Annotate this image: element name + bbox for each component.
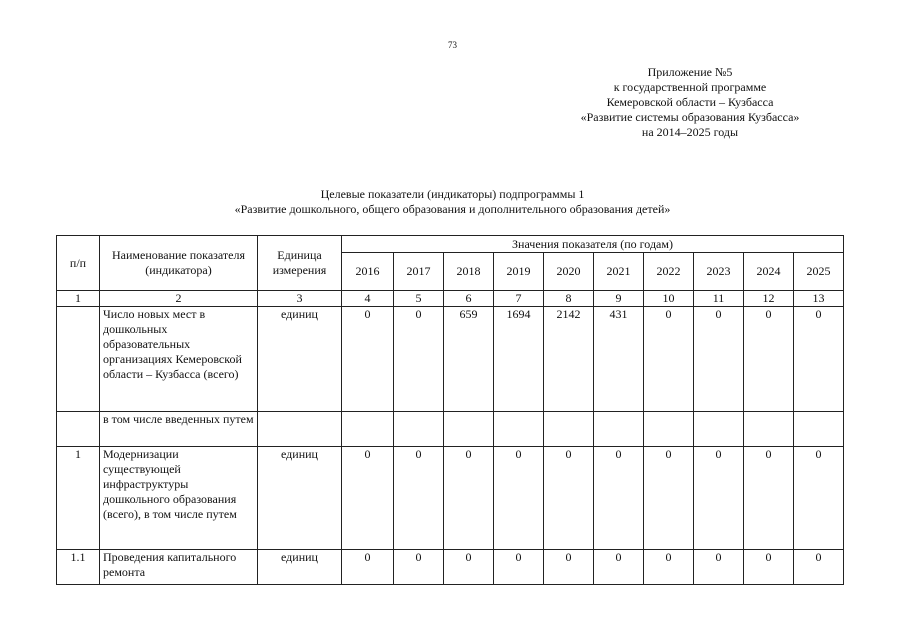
annex-line: «Развитие системы образования Кузбасса» [580,110,800,124]
value-cell: 0 [394,447,444,550]
value-cell: 0 [444,550,494,585]
value-cell: 0 [744,307,794,412]
header-year: 2020 [544,253,594,291]
annex-line: Приложение №5 [647,65,733,79]
header-year: 2018 [444,253,494,291]
value-cell: 0 [744,447,794,550]
header-year: 2017 [394,253,444,291]
column-number: 12 [744,291,794,307]
header-year: 2024 [744,253,794,291]
value-cell [494,412,544,447]
value-cell: 0 [694,447,744,550]
column-number: 13 [794,291,844,307]
indicators-table [56,235,844,585]
table-body [57,291,844,585]
value-cell: 0 [794,550,844,585]
unit-cell: единиц [258,447,342,550]
column-number: 10 [644,291,694,307]
value-cell [544,412,594,447]
value-cell: 0 [444,447,494,550]
value-cell [342,412,394,447]
value-cell [394,412,444,447]
value-cell: 0 [494,550,544,585]
table-row [57,307,844,412]
value-cell: 2142 [544,307,594,412]
document-title [60,187,845,217]
value-cell: 659 [444,307,494,412]
unit-cell: единиц [258,307,342,412]
value-cell: 0 [694,550,744,585]
unit-cell [258,412,342,447]
title-line: «Развитие дошкольного, общего образования и дополнительного образования детей» [234,202,671,216]
annex-line: к государственной программе [613,80,767,94]
value-cell: 0 [544,447,594,550]
row-num [57,412,100,447]
indicator-name: Модернизации существующей инфраструктуры дошкольного образования (всего), в том числе путем [100,447,258,550]
value-cell: 0 [544,550,594,585]
annex-header [545,65,835,140]
indicator-name: Проведения капитального ремонта [100,550,258,585]
column-number: 8 [544,291,594,307]
header-name: Наименование показателя (индикатора) [100,236,258,291]
value-cell: 0 [794,307,844,412]
value-cell: 0 [342,550,394,585]
indicator-name: Число новых мест в дошкольных образовательных организациях Кемеровской области – Кузбасса (всего) [100,307,258,412]
header-year: 2022 [644,253,694,291]
value-cell: 0 [744,550,794,585]
row-num: 1.1 [57,550,100,585]
value-cell: 0 [342,447,394,550]
value-cell: 0 [394,307,444,412]
table-row [57,412,844,447]
header-unit: Единица измерения [258,236,342,291]
column-number: 3 [258,291,342,307]
value-cell [594,412,644,447]
value-cell: 0 [644,307,694,412]
page-number: 73 [448,40,457,50]
header-num: п/п [57,236,100,291]
column-number: 1 [57,291,100,307]
annex-line: Кемеровской области – Кузбасса [606,95,774,109]
value-cell [694,412,744,447]
value-cell: 0 [594,447,644,550]
value-cell: 0 [694,307,744,412]
row-num: 1 [57,447,100,550]
header-year: 2021 [594,253,644,291]
column-number: 7 [494,291,544,307]
table-row [57,447,844,550]
value-cell [794,412,844,447]
header-year: 2025 [794,253,844,291]
column-number: 4 [342,291,394,307]
header-year: 2023 [694,253,744,291]
column-numbers-row [57,291,844,307]
column-number: 9 [594,291,644,307]
value-cell: 0 [794,447,844,550]
table-row [57,550,844,585]
value-cell: 0 [342,307,394,412]
title-line: Целевые показатели (индикаторы) подпрограммы 1 [320,187,585,201]
header-values-group: Значения показателя (по годам) [342,236,844,253]
column-number: 6 [444,291,494,307]
value-cell [444,412,494,447]
column-number: 2 [100,291,258,307]
value-cell: 0 [644,550,694,585]
column-number: 11 [694,291,744,307]
annex-line: на 2014–2025 годы [641,125,739,139]
row-num [57,307,100,412]
header-year: 2019 [494,253,544,291]
indicator-name: в том числе введенных путем [100,412,258,447]
value-cell: 0 [644,447,694,550]
column-number: 5 [394,291,444,307]
unit-cell: единиц [258,550,342,585]
value-cell: 0 [394,550,444,585]
header-year: 2016 [342,253,394,291]
value-cell [744,412,794,447]
value-cell: 1694 [494,307,544,412]
value-cell: 431 [594,307,644,412]
value-cell: 0 [594,550,644,585]
value-cell [644,412,694,447]
value-cell: 0 [494,447,544,550]
